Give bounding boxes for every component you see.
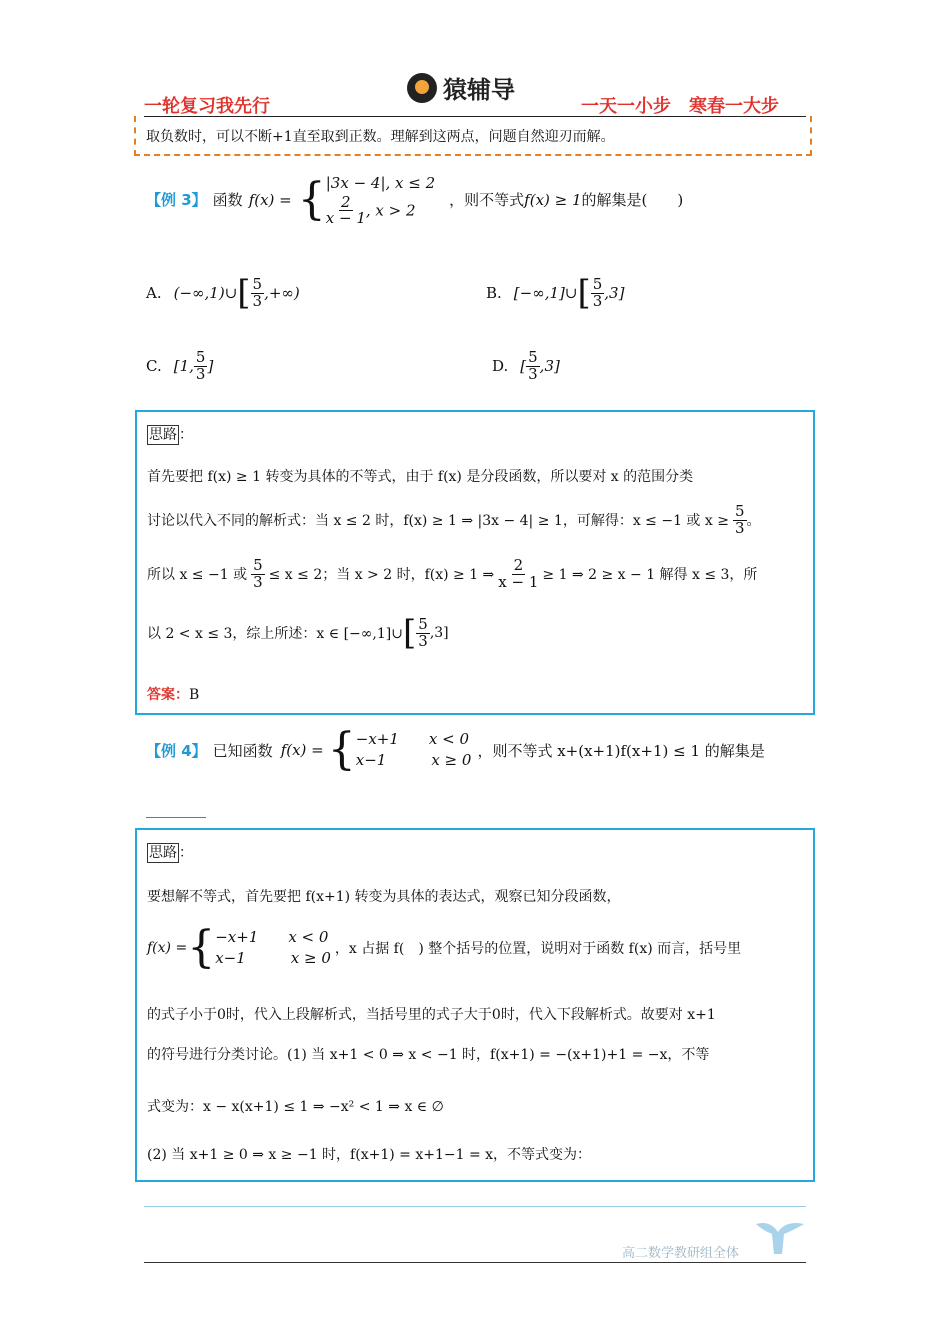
example3-text-a: 函数 bbox=[212, 191, 243, 209]
example4-case1: −x+1 x < 0 bbox=[355, 730, 469, 748]
solution3-line2-den: 3 bbox=[734, 518, 745, 537]
option-d-den: 3 bbox=[528, 364, 538, 383]
option-b[interactable]: B. [−∞,1]∪ [ $\frac{5}{3}$ ,3] bbox=[486, 273, 625, 313]
option-c-den: 3 bbox=[195, 364, 206, 383]
solution4-line2-b: ，x 占据 f( ) 整个括号的位置，说明对于函数 f(x) 而言，括号里 bbox=[334, 941, 742, 957]
solution3-line3-den2: x − 1 bbox=[498, 572, 539, 591]
solution3-line2-num: 5 bbox=[734, 502, 745, 520]
option-d-post: ,3] bbox=[539, 357, 560, 376]
option-c-pre: [1, bbox=[173, 357, 194, 376]
brand-name: 猿辅导 bbox=[443, 76, 515, 104]
solution3-line2-a: 讨论以代入不同的解析式：当 x ≤ 2 时，f(x) ≥ 1 ⇒ |3x − 4| ≥ 1，可解得：x ≤ −1 或 x ≥ bbox=[147, 513, 729, 530]
solution3-line4-a: 以 2 < x ≤ 3，综上所述：x ∈ [−∞,1]∪ bbox=[147, 626, 403, 642]
example3-label: 【例 3】 bbox=[146, 191, 207, 209]
left-brace-icon: { bbox=[297, 173, 326, 225]
solution4-line5: 式变为：x − x(x+1) ≤ 1 ⇒ −x² < 1 ⇒ x ∈ ∅ bbox=[147, 1099, 444, 1115]
option-c-num: 5 bbox=[195, 348, 206, 366]
example3-piece2-den: x − 1 bbox=[325, 209, 366, 228]
solution3-line3 bbox=[147, 558, 757, 591]
example4-text-a: 已知函数 bbox=[212, 741, 273, 760]
example4-fx: f(x) = bbox=[280, 741, 324, 759]
option-a[interactable]: A. (−∞,1)∪ [ $\frac{5}{3}$ ,+∞) bbox=[146, 273, 300, 313]
option-b-post: ,3] bbox=[604, 284, 625, 302]
example3-piece1: |3x − 4|, x ≤ 2 bbox=[325, 174, 436, 192]
brand-logo bbox=[407, 70, 515, 105]
example3-inequality: f(x) ≥ 1 bbox=[524, 190, 582, 209]
solution4-line6: (2) 当 x+1 ≥ 0 ⇒ x ≥ −1 时，f(x+1) = x+1−1 = x，不等式变为： bbox=[147, 1147, 592, 1163]
solution3-line3-b: ≤ x ≤ 2；当 x > 2 时，f(x) ≥ 1 ⇒ bbox=[268, 567, 495, 584]
option-a-num: 5 bbox=[252, 274, 263, 293]
solution4-line4: 的符号进行分类讨论。(1) 当 x+1 < 0 ⇒ x < −1 时，f(x+1) = −(x+1)+1 = −x，不等 bbox=[147, 1047, 710, 1063]
example4-label: 【例 4】 bbox=[146, 741, 207, 760]
solution4-line2-fx: f(x) = bbox=[147, 940, 188, 956]
option-b-key: B. bbox=[486, 284, 502, 302]
example4-answer-blank[interactable]: ________ bbox=[146, 800, 206, 818]
option-a-post: ,+∞) bbox=[264, 284, 300, 302]
answer-label: 答案： bbox=[147, 687, 189, 703]
example3-piece2-num: 2 bbox=[341, 192, 351, 211]
solution3-line4-num: 5 bbox=[418, 614, 428, 633]
example4-question bbox=[146, 724, 765, 775]
solution3-line4-den: 3 bbox=[418, 631, 428, 650]
monkey-logo-icon bbox=[407, 73, 437, 103]
option-a-key: A. bbox=[146, 284, 162, 302]
option-c-post: ] bbox=[207, 357, 214, 376]
solution4-line1: 要想解不等式，首先要把 f(x+1) 转变为具体的表达式，观察已知分段函数， bbox=[147, 889, 621, 905]
option-d-key: D. bbox=[492, 357, 509, 376]
option-b-den: 3 bbox=[592, 291, 603, 310]
solution3-line3-num2: 2 bbox=[513, 556, 524, 574]
footer-logo-icon bbox=[752, 1218, 808, 1258]
solution4-line3: 的式子小于0时，代入上段解析式，当括号里的式子大于0时，代入下段解析式。故要对 x+1 bbox=[147, 1007, 716, 1023]
solution3-line3-c: ≥ 1 ⇒ 2 ≥ x − 1 解得 x ≤ 3，所 bbox=[542, 567, 758, 584]
solution3-line3-den: 3 bbox=[253, 572, 263, 591]
header-left-slogan: 一轮复习我先行 bbox=[144, 96, 270, 117]
solution4-line2 bbox=[147, 922, 742, 973]
footer-rule-bottom bbox=[144, 1262, 806, 1263]
example4-text-b: ，则不等式 x+(x+1)f(x+1) ≤ 1 的解集是 bbox=[477, 741, 765, 760]
option-a-pre: (−∞,1)∪ bbox=[173, 284, 238, 302]
footer-rule-top bbox=[144, 1206, 806, 1207]
example3-piece2-cond: , x > 2 bbox=[365, 200, 416, 219]
answer-value: B bbox=[189, 687, 200, 703]
solution3-answer bbox=[147, 684, 199, 704]
option-b-pre: [−∞,1]∪ bbox=[513, 284, 578, 302]
solution3-tag: 思路 bbox=[149, 427, 177, 443]
solution3-line2-b: 。 bbox=[746, 513, 761, 530]
solution3-line4-b: ,3] bbox=[429, 625, 449, 641]
option-d[interactable] bbox=[492, 350, 560, 383]
solution3-line4: 以 2 < x ≤ 3，综上所述：x ∈ [−∞,1]∪ [ $\frac{5}{3}$ ,3] bbox=[147, 613, 449, 653]
example3-question: 【例 3】 函数 f(x) = { |3x − 4|, x ≤ 2 $\frac{2}{x - 1}$ , x > 2 ，则不等式 f(x) ≥ 1 的解集是( ) bbox=[146, 173, 684, 228]
solution3-line1: 首先要把 f(x) ≥ 1 转变为具体的不等式，由于 f(x) 是分段函数，所以要对 x 的范围分类 bbox=[147, 469, 694, 485]
left-brace-icon: { bbox=[187, 922, 216, 973]
option-c-key: C. bbox=[146, 357, 162, 376]
solution4-box: 思路 ： 要想解不等式，首先要把 f(x+1) 转变为具体的表达式，观察已知分段函数， f(x) = { −x+1 x < 0 x−1 x ≥ 0 ，x 占据 f( ) 整个括号的位置，说明对于函数 f(x) 而言，括号里 的式子小于0时，代入上段解析式，当括号里的式子大于0时，代入下段解析式。故要对 x+1 的符号进行分类讨论。(1) 当 x+1 < 0 ⇒ x < −1 时，f(x+1) = −(x+1)+1 = −x，不等 式变为：x − x(x+1) ≤ 1 ⇒ −x² < 1 ⇒ x ∈ ∅ (2) 当 x+1 ≥ 0 ⇒ x ≥ −1 时，f(x+1) = x+1−1 = x，不等式变为： bbox=[135, 828, 815, 1182]
solution3-line3-num: 5 bbox=[253, 556, 263, 574]
option-c[interactable] bbox=[146, 350, 213, 383]
solution4-tag: 思路 bbox=[149, 845, 177, 861]
option-d-num: 5 bbox=[528, 348, 538, 366]
option-b-num: 5 bbox=[592, 274, 603, 293]
solution4-case1: −x+1 x < 0 bbox=[215, 928, 329, 946]
solution3-line3-a: 所以 x ≤ −1 或 bbox=[147, 567, 248, 584]
example3-text-c: 的解集是( ) bbox=[581, 191, 684, 209]
carryover-text: 取负数时，可以不断+1直至取到正数。理解到这两点，问题自然迎刃而解。 bbox=[146, 129, 615, 145]
option-a-den: 3 bbox=[252, 291, 263, 310]
example4-case2: x−1 x ≥ 0 bbox=[355, 751, 472, 769]
solution3-box: 思路 ： 首先要把 f(x) ≥ 1 转变为具体的不等式，由于 f(x) 是分段函数，所以要对 x 的范围分类 讨论以代入不同的解析式：当 x ≤ 2 时，f(x) ≥ 1 ⇒ |3x − 4| ≥ 1，可解得：x ≤ −1 或 x ≥ $\frac{5}{3}$ 。 所以 x ≤ −1 或 $\frac{5}{3}$ ≤ x ≤ 2；当 x > 2 时，f(x) ≥ 1 ⇒ $\frac{2}{x - 1}$ ≥ 1 ⇒ 2 ≥ x − 1 解得 x ≤ 3，所 以 2 < x ≤ 3，综上所述：x ∈ [−∞,1]∪ [ $\frac{5}{3}$ ,3] 答案：B bbox=[135, 410, 815, 715]
solution3-line2 bbox=[147, 504, 761, 537]
example3-text-b: ，则不等式 bbox=[449, 191, 525, 209]
solution4-case2: x−1 x ≥ 0 bbox=[215, 949, 331, 967]
option-d-pre: [ bbox=[520, 357, 527, 376]
left-brace-icon: { bbox=[327, 724, 356, 775]
header-right-slogan: 一天一小步 寒春一大步 bbox=[581, 96, 779, 117]
footer-text: 高二数学教研组全体 bbox=[622, 1246, 740, 1261]
